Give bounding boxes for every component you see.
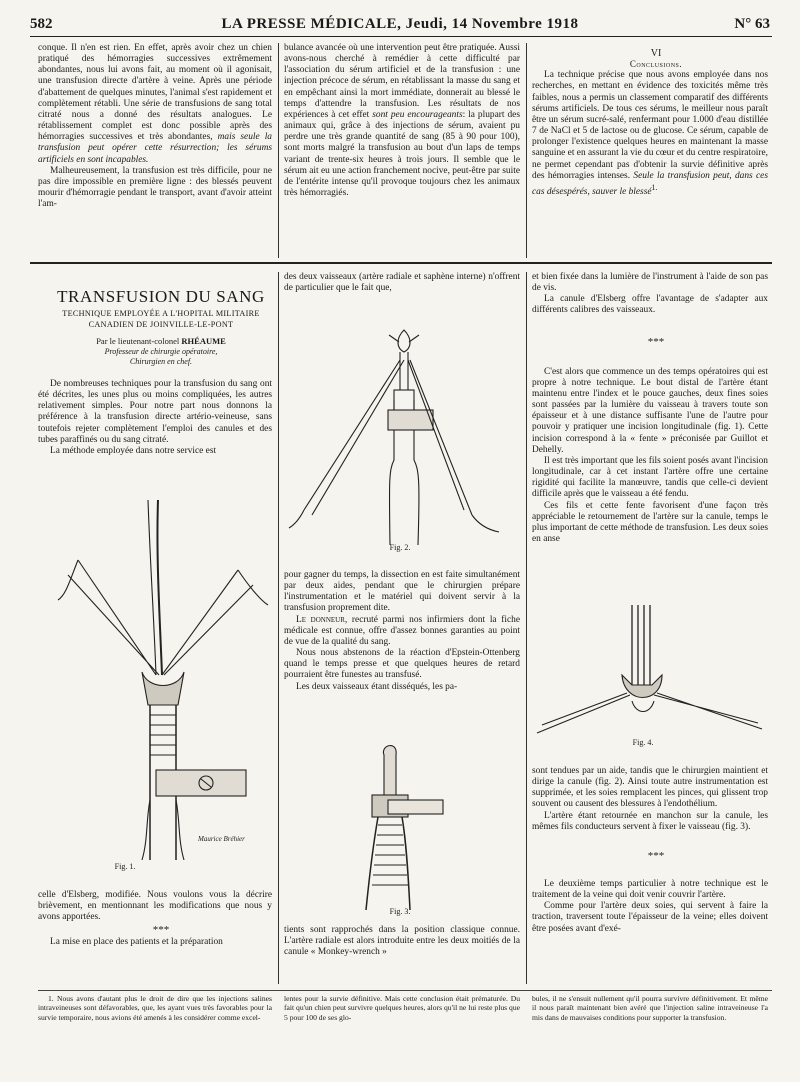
article-column-2-end [284,925,520,958]
section-stars: *** [647,335,665,348]
article-column-2 [284,272,520,294]
article-method: La méthode employée dans notre service est [50,445,217,456]
figure-4-illustration [532,605,768,745]
figure-1-caption: Fig. 1. [114,862,136,871]
article-author [38,336,272,347]
article-epstein: Nous nous abstenons de la réaction d'Epstein-Ottenberg quand le temps presse et que quelques heures de retard pourraient être funestes au transfusé. [284,648,520,681]
journal-title: LA PRESSE MÉDICALE, Jeudi, 14 Novembre 1918 [221,16,579,32]
article-dissection: pour gagner du temps, la dissection en est faite simultanément par deux aides, pendant que le chirurgien prépare l'instrumentation et le matériel qui doivent servir à la transfusion proprement dite. [284,570,520,614]
footnote-column-1 [38,994,272,1022]
figure-3-caption: Fig. 3. [389,907,411,916]
column-divider [278,43,279,258]
article-elsberg-advantage: La canule d'Elsberg offre l'avantage de s'adapter aux différents calibres des vaisseaux. [532,294,768,316]
column-divider [526,43,527,258]
footnote-1-text: 1. Nous avons d'autant plus le droit de dire que les injections salines intraveineuses sont défavorables, que, les ayant vues très favorables pour la survie temporaire, nous avions été amenés à les considérer comme excel- [38,994,272,1022]
article-vessels-dissected: Les deux vaisseaux étant disséqués, les pa- [296,681,458,692]
section-title: Conclusions. [629,59,683,70]
figure-2-caption: Fig. 2. [389,543,411,552]
header-rule [30,36,772,37]
figure-4-caption: Fig. 4. [632,738,654,747]
donor-label: Le donneur [296,614,345,625]
section-number: VI [650,48,662,59]
article-column-3-continued [532,766,768,935]
top-col2-text-a: bulance avancée où une intervention peut être pratiquée. Aussi avons-nous cherché à remédier à cette difficulté par l'association du sérum artificiel et de la transfusion : une injection précoce de sérum, en rétablissant la masse du sang et en empêchant ainsi la mort immédiate, donnerait au blessé le temps d'attendre la transfusion. Les résultats de nos expériences à cet effet [284,43,520,120]
article-patients: tients sont rapprochés dans la position classique connue. L'artère radiale est alors introduite entre les deux moitiés de la canule « Monkey-wrench » [284,925,520,958]
author-name: RHÉAUME [181,336,226,346]
top-column-3 [532,48,768,198]
top-column-2 [284,43,520,199]
figure-1-signature: Maurice Bréhier [198,835,245,843]
article-vein-sutures: Comme pour l'artère deux soies, qui servent à faire la traction, traversent toute l'épaisseur de la veine; elles doivent être posées avant d'exé- [532,901,768,934]
article-assistant: sont tendues par un aide, tandis que le chirurgien maintient et dirige la canule (fig. 2). Ainsi toute autre instrumentation est supprimée, et les soies remplacent les pinces, qui glissent trop souvent ou causent des blessures à l'endothélium. [532,766,768,810]
author-prefix: Par le lieutenant-colonel [96,336,180,346]
article-operative-step: C'est alors que commence un des temps opératoires qui est propre à notre technique. Le bout distal de l'artère étant maintenu entre l'index et le pouce gauches, deux fines soies sont passées par la lumière du vaisseau à travers toute son épaisseur et à une distance suffisante l'une de l'autre pour pouvoir y pratiquer une incision longitudinale (fig. 1). Cette incision correspond à la « fente » préconisée par Guillot et Dehelly. [532,366,768,455]
section-stars: *** [152,924,170,937]
top-column-1 [38,43,272,210]
issue-number: N° 63 [734,16,770,32]
top-col2-text-b: : la plupart des animaux qui, grâce à des injections de sérum, avaient pu perdre une très grande quantité de sang (85 à 90 pour 100), sont morts malgré la transfusion au bout d'un laps de temps variant de trente-six heures à trois jours. Il semble que le sérum ait eu une action franchement nocive, peut-être par suite de l'entérite intense qu'il provoque toujours chez les animaux très hémorragiés. [284,109,520,199]
article-column-2-continued [284,570,520,693]
top-col1-italic: mais seule la transfusion peut opérer cette résurrection; les sérums artificiels en sont incapables. [38,132,272,165]
article-elsberg: celle d'Elsberg, modifiée. Nous voulons vous la décrire brièvement, en mentionnant les modifications que nous y avons apportées. [38,890,272,923]
article-reversal: Ces fils et cette fente favorisent d'une façon très appréciable le retournement de l'artère sur la canule, temps le plus important de cette méthode de transfusion. Les deux soies en anse [532,500,768,544]
article-subtitle-2: CANADIEN DE JOINVILLE-LE-PONT [88,320,234,329]
top-col1-text-a: conque. Il n'en est rien. En effet, après avoir chez un chien pratiqué des hémorragies successives extrêmement abondantes, nous lui avons fait, au moment où il agonisait, une transfusion directe d'artère à veine. Après une période d'abattement de quelques minutes, l'animal s'est rapidement et complètement rétabli. Une série de transfusions de sang total citraté nous a donné des résultats analogues. Le rétablissement complet est donc possible après des hémorragies successives et très abondantes, [38,43,272,143]
figure-2-illustration [284,320,520,545]
article-preparation: La mise en place des patients et la préparation [50,937,223,948]
article-sutures: Il est très important que les fils soient posés avant l'incision longitudinale, car à cet instant l'artère offre une certaine rigidité qui facilite la manœuvre, tandis que celle-ci devient difficile après que le vaisseau a été fendu. [532,455,768,500]
article-title: TRANSFUSION DU SANG [57,287,265,306]
article-subtitle-1: TECHNIQUE EMPLOYÉE A L'HOPITAL MILITAIRE [62,309,260,318]
author-role-2: Chirurgien en chef. [129,357,193,366]
footnote-1-end: bules, il ne s'ensuit nullement qu'il pourra survivre définitivement. Et même il nous paraît maintenant bien avéré que l'injection saline intraveineuse l'a mis dans de mauvaises conditions pour supporter la transfusion. [532,994,768,1022]
footnote-column-3 [532,994,768,1022]
top-col1-para-2: Malheureusement, la transfusion est très difficile, pour ne pas dire impossible en première ligne : des blessés peuvent mourir d'hémorragie pendant le transport, avant d'avoir atteint l'am- [38,165,272,210]
article-cuff: L'artère étant retournée en manchon sur la canule, les mêmes fils conducteurs servent à fixer le vaisseau (fig. 3). [532,810,768,832]
article-intro: De nombreuses techniques pour la transfusion du sang ont été décrites, les unes plus ou moins compliquées, les autres relativement simples. Pour notre part nous donnons la préférence à la transfusion directe artério-veineuse, sans toutefois rejeter complètement l'emploi des canules et des tubes paraffinés ou du sang citraté. [38,379,272,445]
article-column-3 [532,272,768,545]
article-column-1-continued [38,890,272,949]
top-col2-italic: sont peu encourageants [369,109,463,120]
article-vessels: des deux vaisseaux (artère radiale et saphène interne) n'offrent de particulier que le fait que, [284,272,520,294]
conclusions-text: La technique précise que nous avons employée dans nos recherches, en mettant en évidence des toxicités même très faibles, nous a permis un classement comparatif des différents sérums artificiels. De tous ces sérums, le meilleur nous paraît être un sérum sucré-salé, renfermant pour 1.000 d'eau distillée 7 de NaCl et 5 de lactose ou de glucose. Ce sérum, capable de prolonger l'existence quelques heures en maintenant la masse sanguine et en assurant la vie du cœur et du centre respiratoire, ne permet cependant pas d'obtenir la survie définitive après des hémorragies intenses. [532,70,768,181]
article-donor: , recruté parmi nos infirmiers dont la fiche médicale est connue, offre d'assez bonnes garanties au point de vue de la qualité du sang. [284,614,520,647]
author-role-1: Professeur de chirurgie opératoire, [104,347,218,356]
section-stars: *** [647,849,665,862]
footnote-ref: 1. [651,182,658,192]
page-header [30,12,770,42]
footnote-rule [38,990,772,991]
article-vein: Le deuxième temps particulier à notre technique est le traitement de la veine qui doit venir couvrir l'artère. [532,878,768,901]
column-divider [278,272,279,984]
figure-3-illustration [284,740,520,910]
section-rule [30,262,772,264]
page-number: 582 [30,16,53,32]
article-column-1 [38,286,272,457]
conclusions-italic: Seule la transfusion peut, dans ces cas désespérés, sauver le blessé [532,170,768,197]
figure-1-illustration [38,500,272,860]
article-fixation: et bien fixée dans la lumière de l'instrument à l'aide de son pas de vis. [532,272,768,294]
footnote-1-continued: lentes pour la survie définitive. Mais cette conclusion était prématurée. Du fait qu'un chien peut survivre quelques heures, alors qu'il ne lui reste plus que 5 pour 100 de ses glo- [284,994,520,1022]
column-divider [526,272,527,984]
footnote-column-2 [284,994,520,1022]
